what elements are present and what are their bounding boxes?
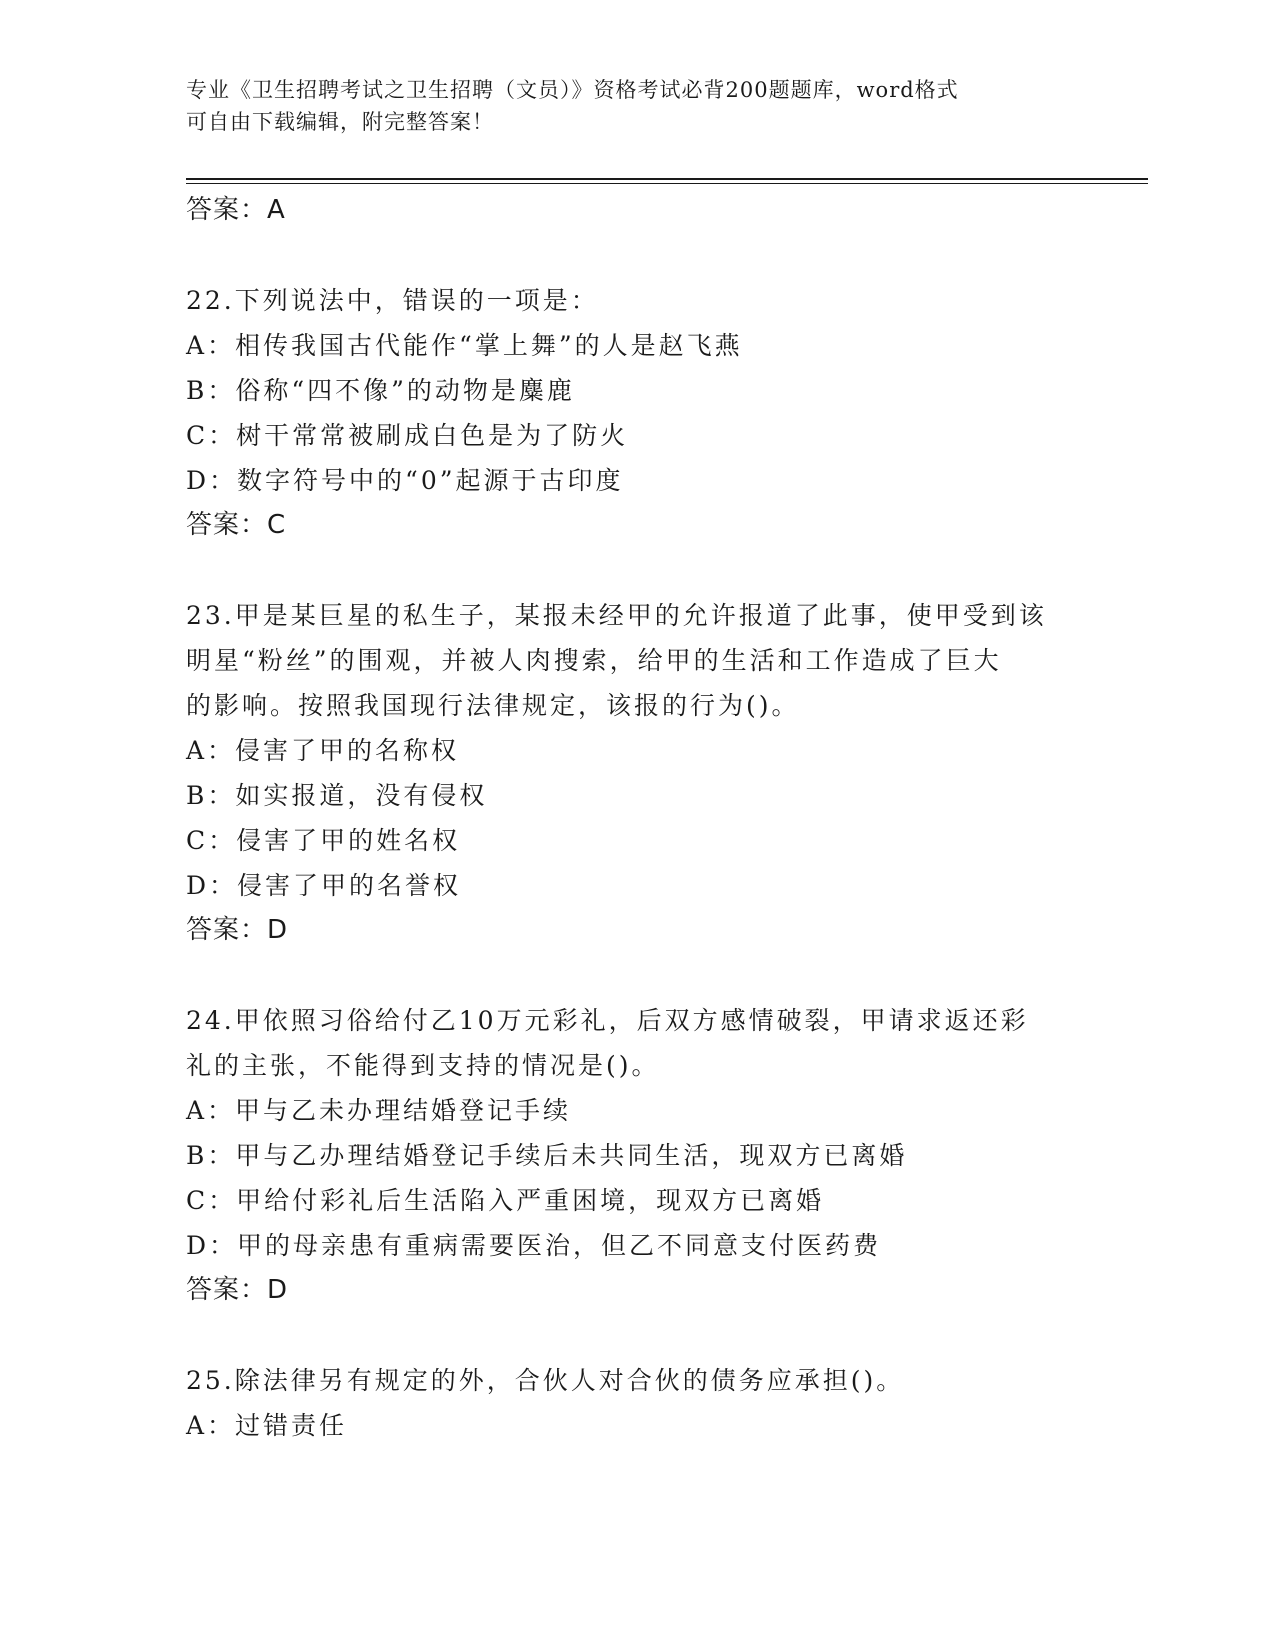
answer: 答案：C: [186, 510, 287, 540]
question-22: [186, 278, 1086, 548]
option-a: A：侵害了甲的名称权: [186, 736, 460, 765]
question-23: [186, 593, 1086, 953]
header-divider-thin: [186, 183, 1148, 184]
spacer: [186, 953, 1086, 998]
question-24: [186, 998, 1086, 1313]
previous-answer: 答案：A: [186, 195, 286, 225]
option-d: D：甲的母亲患有重病需要医治，但乙不同意支付医药费: [186, 1231, 882, 1260]
question-list: [186, 188, 1086, 1448]
question-stem: 明星“粉丝”的围观，并被人肉搜索，给甲的生活和工作造成了巨大: [186, 646, 1002, 675]
question-stem: 22.下列说法中，错误的一项是：: [186, 286, 599, 315]
option-b: B：甲与乙办理结婚登记手续后未共同生活，现双方已离婚: [186, 1141, 908, 1170]
option-c: C：侵害了甲的姓名权: [186, 826, 461, 855]
header-line-1: 专业《卫生招聘考试之卫生招聘（文员）》资格考试必背200题题库，word格式: [186, 78, 959, 102]
option-d: D：侵害了甲的名誉权: [186, 871, 462, 900]
answer: 答案：D: [186, 1275, 289, 1305]
question-25: [186, 1358, 1086, 1448]
option-c: C：甲给付彩礼后生活陷入严重困境，现双方已离婚: [186, 1186, 825, 1215]
question-stem: 礼的主张，不能得到支持的情况是()。: [186, 1051, 660, 1080]
answer: 答案：D: [186, 915, 289, 945]
document-header: [186, 74, 1066, 138]
header-divider-thick: [186, 178, 1148, 180]
question-stem: 的影响。按照我国现行法律规定，该报的行为()。: [186, 691, 800, 720]
spacer: [186, 548, 1086, 593]
option-d: D：数字符号中的“0”起源于古印度: [186, 466, 624, 495]
spacer: [186, 233, 1086, 278]
spacer: [186, 1313, 1086, 1358]
question-stem: 24.甲依照习俗给付乙10万元彩礼，后双方感情破裂，甲请求返还彩: [186, 1006, 1029, 1035]
question-stem: 25.除法律另有规定的外，合伙人对合伙的债务应承担()。: [186, 1366, 905, 1395]
option-c: C：树干常常被刷成白色是为了防火: [186, 421, 629, 450]
option-b: B：俗称“四不像”的动物是麋鹿: [186, 376, 575, 405]
option-a: A：相传我国古代能作“掌上舞”的人是赵飞燕: [186, 331, 743, 360]
header-line-2: 可自由下载编辑，附完整答案！: [186, 110, 494, 134]
option-a: A：过错责任: [186, 1411, 348, 1440]
option-a: A：甲与乙未办理结婚登记手续: [186, 1096, 572, 1125]
question-stem: 23.甲是某巨星的私生子，某报未经甲的允许报道了此事，使甲受到该: [186, 601, 1047, 630]
option-b: B：如实报道，没有侵权: [186, 781, 488, 810]
